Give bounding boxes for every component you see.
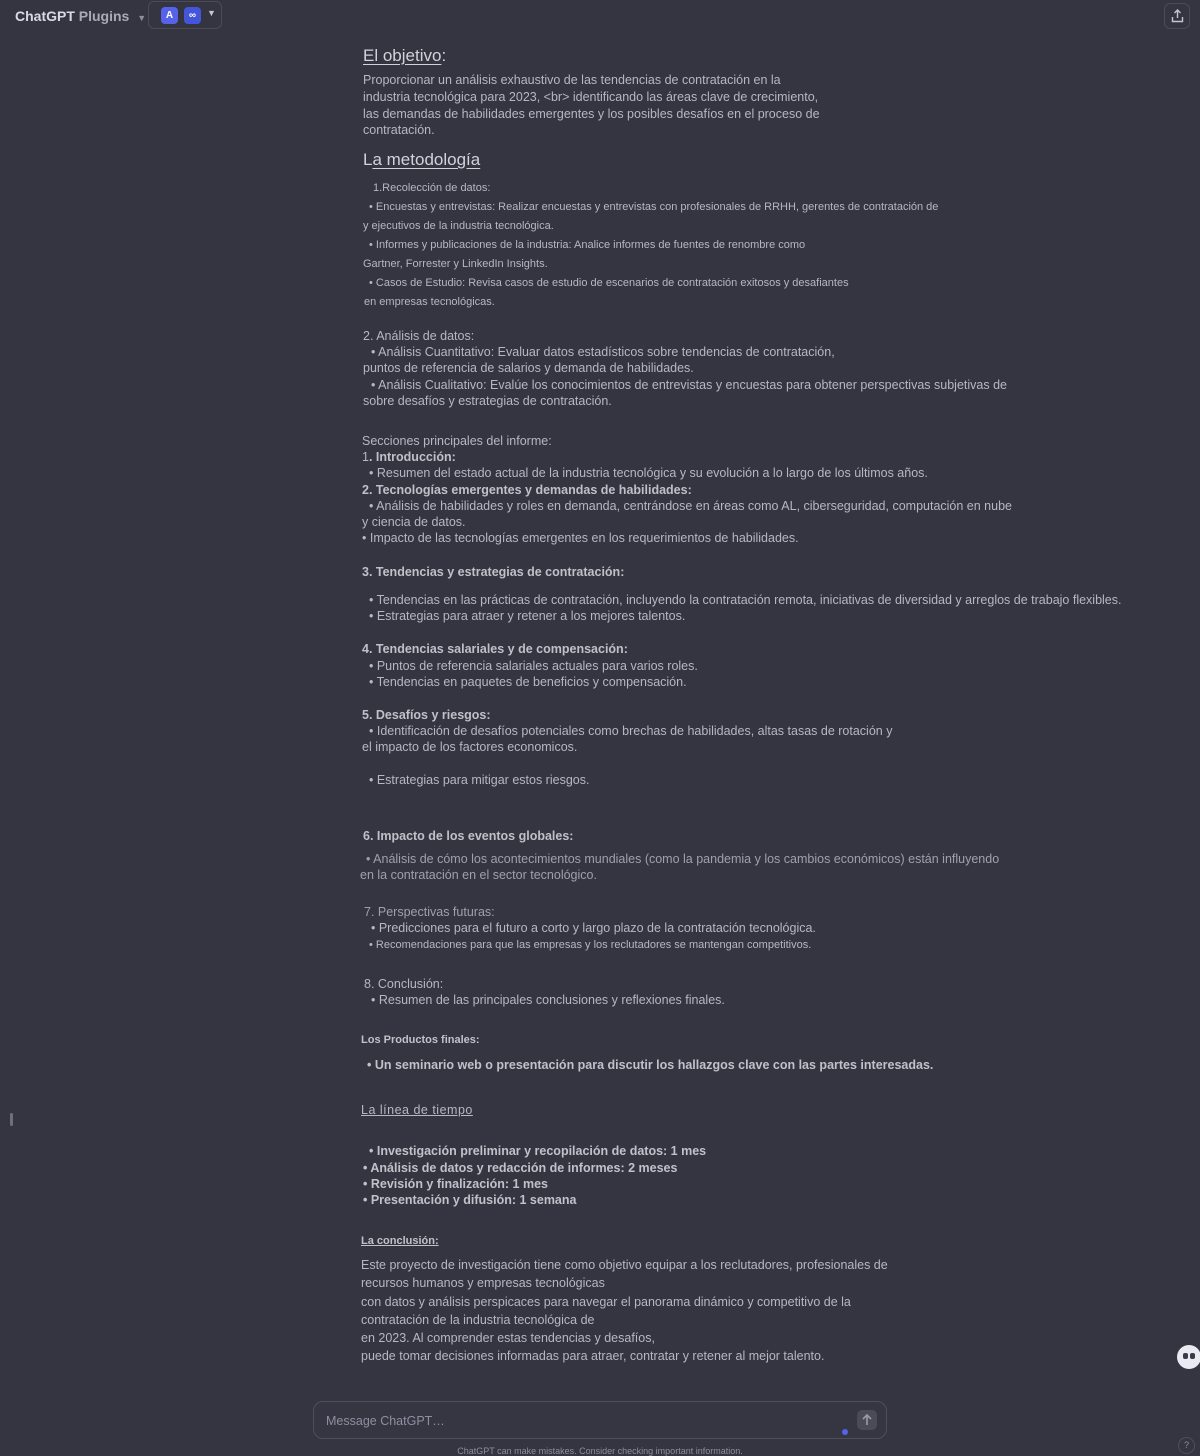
section-title: . Introducción: bbox=[368, 450, 456, 464]
list-item: • Puntos de referencia salariales actuales para varios roles. bbox=[369, 659, 698, 673]
list-item: • Un seminario web o presentación para discutir los hallazgos clave con las partes interesadas. bbox=[367, 1058, 934, 1072]
list-item: • Informes y publicaciones de la industria: Analice informes de fuentes de renombre como bbox=[369, 239, 806, 251]
model-name: ChatGPT bbox=[15, 8, 75, 24]
message-composer bbox=[313, 1401, 887, 1439]
arrow-up-icon bbox=[862, 1414, 872, 1426]
section-title: 3. Tendencias y estrategias de contratación: bbox=[362, 565, 625, 579]
list-item: • Resumen del estado actual de la industria tecnológica y su evolución a lo largo de los últimos años. bbox=[369, 466, 928, 480]
list-item: • Revisión y finalización: 1 mes bbox=[363, 1177, 548, 1191]
objetivo-colon: : bbox=[441, 46, 447, 65]
conclusion-line: con datos y análisis perspicaces para navegar el panorama dinámico y competitivo de la bbox=[361, 1295, 851, 1309]
list-item: • Estrategias para mitigar estos riesgos. bbox=[369, 773, 590, 787]
section-title: 7. Perspectivas futuras: bbox=[364, 905, 495, 919]
list-item: • Resumen de las principales conclusiones y reflexiones finales. bbox=[371, 993, 725, 1007]
conclusion-line: contratación de la industria tecnológica de bbox=[361, 1313, 595, 1327]
assistant-bot-button[interactable] bbox=[1177, 1345, 1200, 1369]
objetivo-heading: El objetivo bbox=[363, 46, 442, 65]
list-item: • Análisis de cómo los acontecimientos mundiales (como la pandemia y los cambios económicos) están influyendo bbox=[366, 852, 1000, 866]
metodologia-heading-row bbox=[363, 150, 480, 170]
list-item: • Presentación y difusión: 1 semana bbox=[363, 1193, 577, 1207]
list-item: 2. Análisis de datos: bbox=[363, 329, 475, 343]
metodologia-heading: a metodología bbox=[372, 150, 481, 169]
list-item: y ciencia de datos. bbox=[362, 515, 466, 529]
section-title: 2. Tecnologías emergentes y demandas de habilidades: bbox=[362, 483, 692, 497]
list-item: • Predicciones para el futuro a corto y largo plazo de la contratación tecnológica. bbox=[371, 921, 816, 935]
model-suffix: Plugins bbox=[78, 8, 130, 24]
objetivo-heading-row bbox=[363, 46, 446, 66]
list-item: • Identificación de desafíos potenciales como brechas de habilidades, altas tasas de rotación y bbox=[369, 724, 893, 738]
list-item: • Análisis Cuantitativo: Evaluar datos estadísticos sobre tendencias de contratación, bbox=[371, 345, 835, 359]
section-title: 8. Conclusión: bbox=[364, 977, 444, 991]
conclusion-line: Este proyecto de investigación tiene como objetivo equipar a los reclutadores, profesionales de bbox=[361, 1258, 888, 1272]
list-item: el impacto de los factores economicos. bbox=[362, 740, 578, 754]
list-item: • Análisis de datos y redacción de informes: 2 meses bbox=[363, 1161, 678, 1175]
list-item: • Análisis Cualitativo: Evalúe los conocimientos de entrevistas y encuestas para obtener perspectivas subjetivas de bbox=[371, 378, 1007, 392]
conclusion-heading: La conclusión: bbox=[361, 1235, 439, 1247]
chevron-down-icon: ▼ bbox=[207, 8, 216, 18]
list-item: • Investigación preliminar y recopilación de datos: 1 mes bbox=[369, 1144, 707, 1158]
sidebar-toggle-handle[interactable] bbox=[10, 1113, 13, 1126]
bot-eye-icon bbox=[1183, 1353, 1188, 1359]
section-title: 5. Desafíos y riesgos: bbox=[362, 708, 491, 722]
metodologia-heading-initial: L bbox=[363, 150, 373, 169]
linea-heading: La línea de tiempo bbox=[361, 1103, 473, 1117]
list-item: Gartner, Forrester y LinkedIn Insights. bbox=[363, 258, 548, 270]
list-item: • Impacto de las tecnologías emergentes en los requerimientos de habilidades. bbox=[362, 531, 799, 545]
list-item: • Recomendaciones para que las empresas y los reclutadores se mantengan competitivos. bbox=[369, 939, 812, 951]
list-item: 1.Recolección de datos: bbox=[373, 182, 491, 194]
disclaimer-text: ChatGPT can make mistakes. Consider checking important information. bbox=[457, 1446, 743, 1456]
link-plugin-icon: ∞ bbox=[184, 7, 201, 24]
send-button[interactable] bbox=[857, 1410, 877, 1430]
section-title: 6. Impacto de los eventos globales: bbox=[363, 829, 574, 843]
section-title: 4. Tendencias salariales y de compensación: bbox=[362, 642, 628, 656]
list-item: en empresas tecnológicas. bbox=[364, 296, 495, 308]
objetivo-line: contratación. bbox=[363, 123, 435, 137]
list-item: puntos de referencia de salarios y demanda de habilidades. bbox=[363, 361, 694, 375]
list-item: • Encuestas y entrevistas: Realizar encuestas y entrevistas con profesionales de RRHH, gerentes de contratación de bbox=[369, 201, 939, 213]
productos-title: Los Productos finales: bbox=[361, 1034, 480, 1046]
objetivo-line: industria tecnológica para 2023, <br> identificando las áreas clave de crecimiento, bbox=[363, 90, 819, 104]
list-item: • Estrategias para atraer y retener a los mejores talentos. bbox=[369, 609, 686, 623]
list-item: • Análisis de habilidades y roles en demanda, centrándose en áreas como AL, ciberseguridad, computación en nube bbox=[369, 499, 1012, 513]
message-input[interactable] bbox=[324, 1410, 848, 1432]
list-item: • Casos de Estudio: Revisa casos de estudio de escenarios de contratación exitosos y desafiantes bbox=[369, 277, 849, 289]
list-item: en la contratación en el sector tecnológico. bbox=[360, 868, 597, 882]
help-button[interactable]: ? bbox=[1178, 1437, 1195, 1454]
list-item: y ejecutivos de la industria tecnológica. bbox=[363, 220, 554, 232]
plugin-icon: A bbox=[161, 7, 178, 24]
secciones-title: Secciones principales del informe: bbox=[362, 434, 552, 448]
section-number: 1 bbox=[362, 450, 369, 464]
objetivo-line: las demandas de habilidades emergentes y los posibles desafíos en el proceso de bbox=[363, 107, 820, 121]
conclusion-line: recursos humanos y empresas tecnológicas bbox=[361, 1276, 605, 1290]
conclusion-line: puede tomar decisiones informadas para atraer, contratar y retener al mejor talento. bbox=[361, 1349, 825, 1363]
chevron-down-icon: ▼ bbox=[137, 13, 147, 23]
plugin-indicator-icon bbox=[842, 1429, 848, 1435]
conclusion-line: en 2023. Al comprender estas tendencias y desafíos, bbox=[361, 1331, 655, 1345]
objetivo-line: Proporcionar un análisis exhaustivo de las tendencias de contratación en la bbox=[363, 73, 781, 87]
bot-eye-icon bbox=[1190, 1353, 1195, 1359]
list-item: • Tendencias en las prácticas de contratación, incluyendo la contratación remota, iniciativas de diversidad y arreglos de trabajo flexibles. bbox=[369, 593, 1122, 607]
list-item: • Tendencias en paquetes de beneficios y compensación. bbox=[369, 675, 687, 689]
section-title-row bbox=[362, 450, 456, 465]
list-item: sobre desafíos y estrategias de contratación. bbox=[363, 394, 612, 408]
